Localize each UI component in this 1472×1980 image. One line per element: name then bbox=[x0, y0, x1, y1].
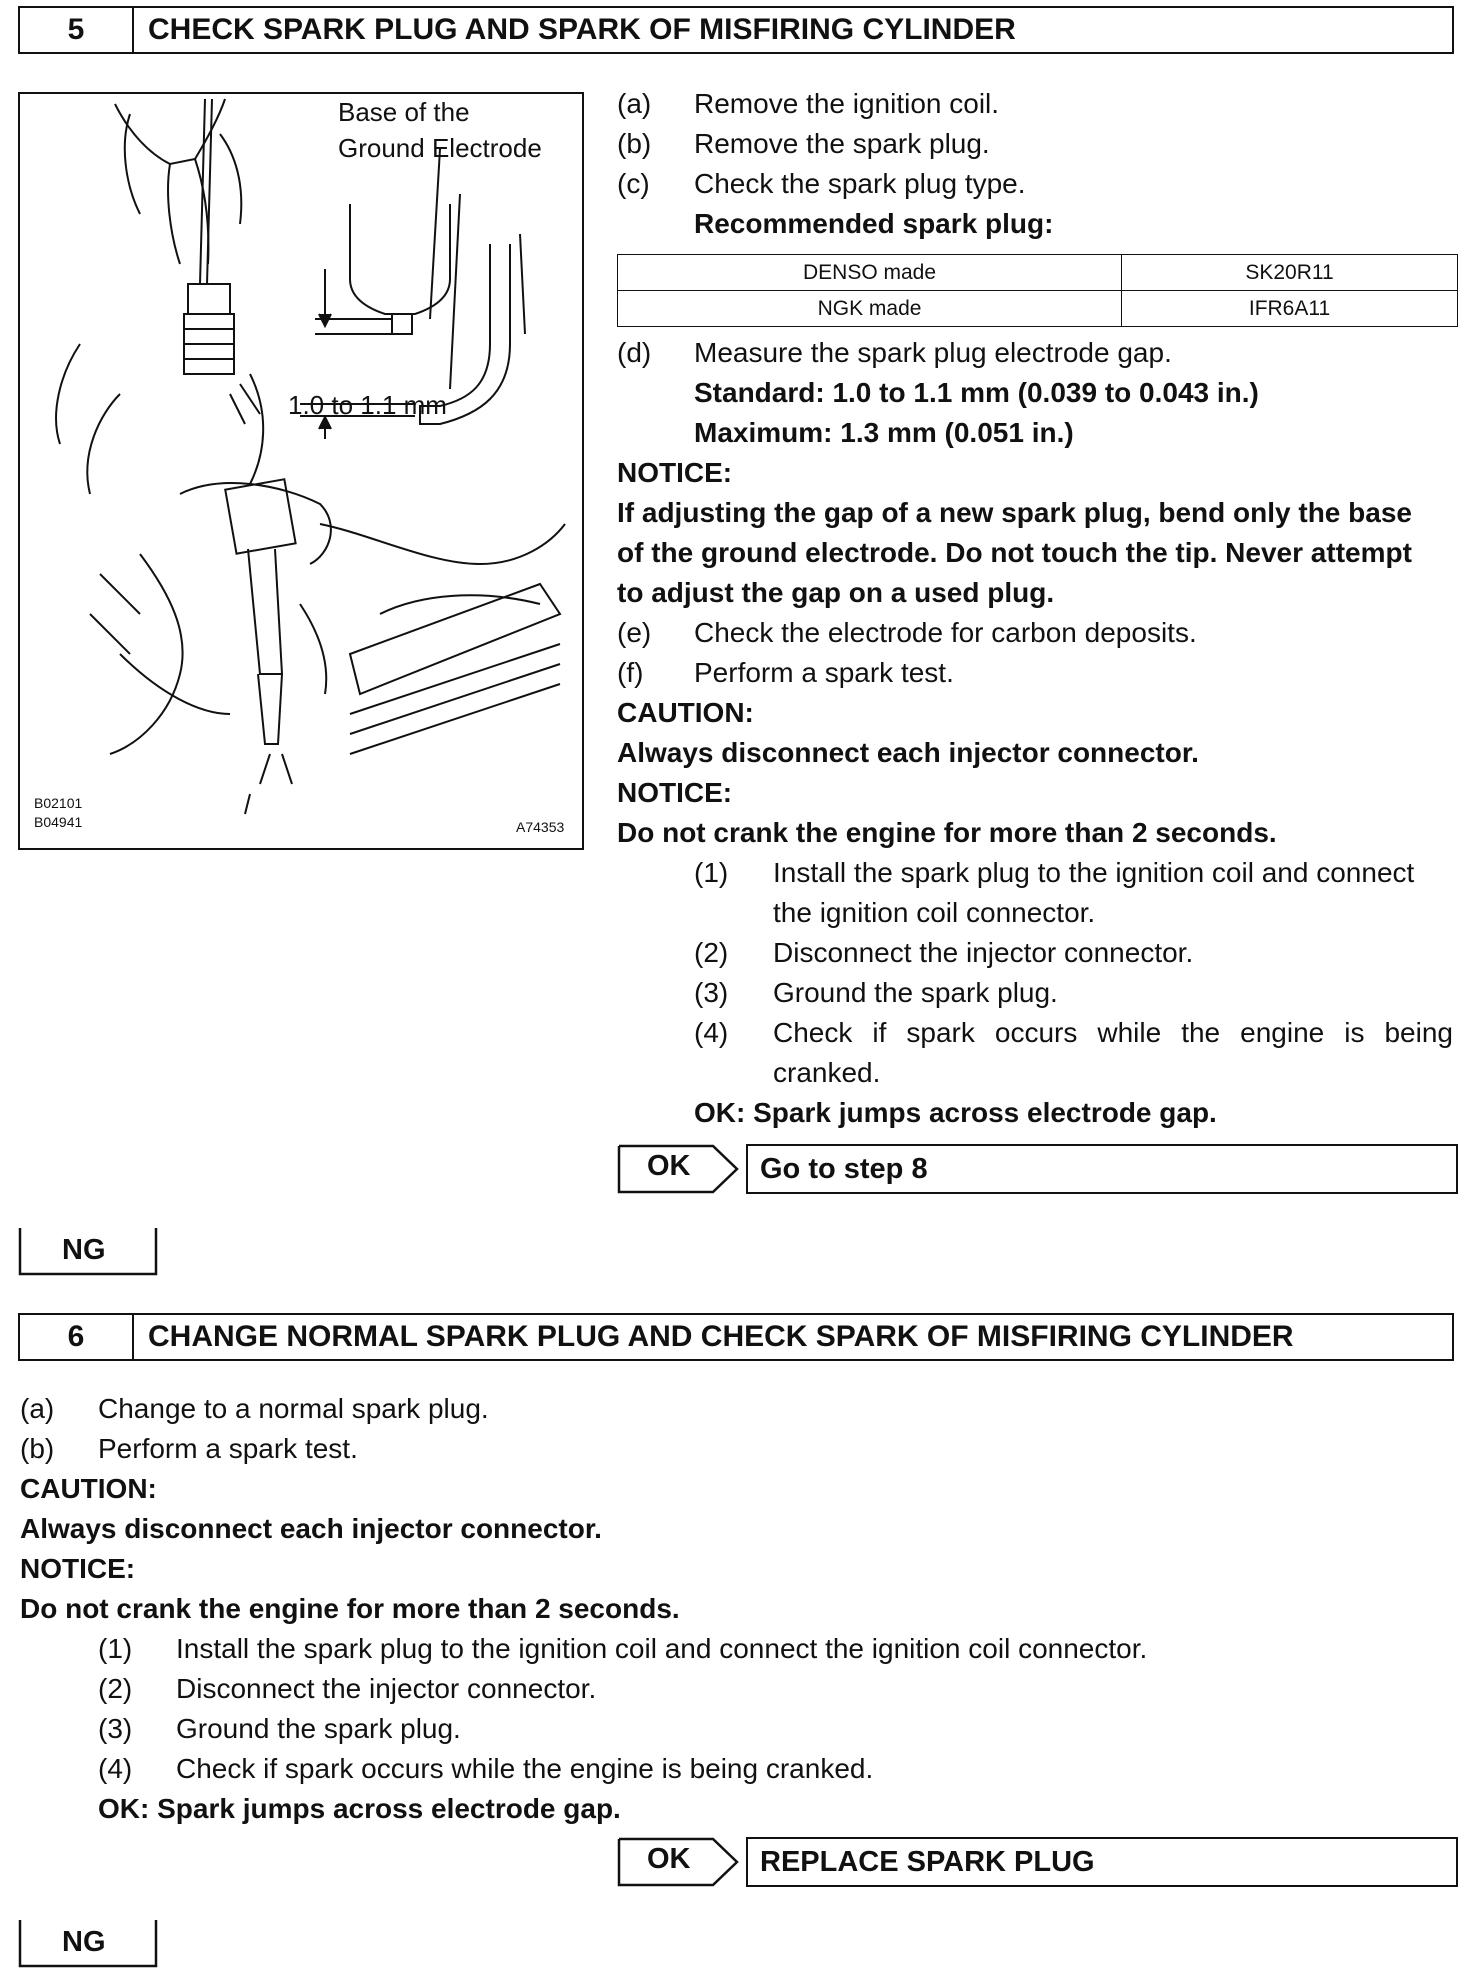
step6-ok-arrow bbox=[617, 1837, 741, 1887]
step5-item-f-text: Perform a spark test. bbox=[694, 657, 954, 688]
step6-caution-label: CAUTION: bbox=[20, 1473, 157, 1504]
spark-plug-table bbox=[617, 254, 1458, 327]
step5-item-b-text: Remove the spark plug. bbox=[694, 128, 990, 159]
notice-line-2: of the ground electrode. Do not touch the tip. Never attempt bbox=[617, 537, 1412, 568]
caution-label: CAUTION: bbox=[617, 697, 754, 728]
step6-title: CHANGE NORMAL SPARK PLUG AND CHECK SPARK OF MISFIRING CYLINDER bbox=[148, 1320, 1294, 1353]
notice-line-1: If adjusting the gap of a new spark plug, bend only the base bbox=[617, 497, 1412, 528]
step6-substep-3-marker: (3) bbox=[98, 1713, 133, 1744]
step6-notice-text: Do not crank the engine for more than 2 seconds. bbox=[20, 1593, 680, 1624]
figure-code-2: B04941 bbox=[34, 814, 83, 830]
step5-item-e-marker: (e) bbox=[617, 617, 652, 648]
step5-ng-tab bbox=[18, 1226, 158, 1276]
step5-item-f-marker: (f) bbox=[617, 657, 644, 688]
step6-substep-2-text: Disconnect the injector connector. bbox=[176, 1673, 597, 1704]
step5-ok-action: Go to step 8 bbox=[746, 1144, 1458, 1194]
figure-label-base-line2: Ground Electrode bbox=[338, 133, 542, 163]
substep-4-line2: cranked. bbox=[773, 1057, 881, 1088]
step6-ok-action: REPLACE SPARK PLUG bbox=[746, 1837, 1458, 1887]
step6-number: 6 bbox=[20, 1315, 134, 1359]
step6-substep-1-marker: (1) bbox=[98, 1633, 133, 1664]
substep-3-text: Ground the spark plug. bbox=[773, 977, 1058, 1008]
spark-plug-illustration bbox=[20, 94, 582, 848]
step5-ok-arrow bbox=[617, 1144, 741, 1194]
spark-plug-figure bbox=[18, 92, 584, 850]
step6-item-a-text: Change to a normal spark plug. bbox=[98, 1393, 489, 1424]
step5-item-c-marker: (c) bbox=[617, 168, 650, 199]
step5-ok-label: OK bbox=[647, 1150, 691, 1182]
step6-substep-4-text: Check if spark occurs while the engine is being cranked. bbox=[176, 1753, 874, 1784]
table-row bbox=[618, 291, 1458, 327]
figure-label-base-line1: Base of the bbox=[338, 97, 470, 127]
figure-codes-left bbox=[34, 794, 82, 832]
step5-item-d-text: Measure the spark plug electrode gap. bbox=[694, 337, 1172, 368]
substep-2-marker: (2) bbox=[694, 937, 729, 968]
table-cell: IFR6A11 bbox=[1122, 291, 1458, 327]
figure-code-1: B02101 bbox=[34, 795, 83, 811]
step6-ok-label: OK bbox=[647, 1843, 691, 1875]
step5-item-a-text: Remove the ignition coil. bbox=[694, 88, 1000, 119]
step6-ng-tab bbox=[18, 1918, 158, 1968]
step6-header bbox=[18, 1313, 1454, 1361]
table-row bbox=[618, 255, 1458, 291]
step5-header bbox=[18, 6, 1454, 54]
step6-ng-label: NG bbox=[62, 1926, 106, 1958]
figure-label-gap: 1.0 to 1.1 mm bbox=[288, 390, 447, 420]
substep-1-line2: the ignition coil connector. bbox=[773, 897, 1096, 928]
step5-title: CHECK SPARK PLUG AND SPARK OF MISFIRING CYLINDER bbox=[148, 13, 1016, 46]
notice-line-3: to adjust the gap on a used plug. bbox=[617, 577, 1055, 608]
notice2-text: Do not crank the engine for more than 2 seconds. bbox=[617, 817, 1277, 848]
step6-item-b-marker: (b) bbox=[20, 1433, 55, 1464]
step5-item-e-text: Check the electrode for carbon deposits. bbox=[694, 617, 1197, 648]
step6-substep-3-text: Ground the spark plug. bbox=[176, 1713, 461, 1744]
figure-code-right: A74353 bbox=[516, 819, 565, 835]
substep-2-text: Disconnect the injector connector. bbox=[773, 937, 1194, 968]
step6-ok-criteria: OK: Spark jumps across electrode gap. bbox=[98, 1793, 621, 1824]
table-cell: SK20R11 bbox=[1122, 255, 1458, 291]
step5-ng-label: NG bbox=[62, 1234, 106, 1266]
step5-item-c-text: Check the spark plug type. bbox=[694, 168, 1026, 199]
caution-text: Always disconnect each injector connector. bbox=[617, 737, 1199, 768]
step6-substep-1-text: Install the spark plug to the ignition coil and connect the ignition coil connector. bbox=[176, 1633, 1148, 1664]
step6-substep-4-marker: (4) bbox=[98, 1753, 133, 1784]
standard-spec: Standard: 1.0 to 1.1 mm (0.039 to 0.043 in.) bbox=[694, 377, 1259, 408]
step5-number: 5 bbox=[20, 8, 134, 52]
figure-label-base bbox=[338, 94, 542, 166]
notice-label: NOTICE: bbox=[617, 457, 733, 488]
table-cell: NGK made bbox=[618, 291, 1122, 327]
maximum-spec: Maximum: 1.3 mm (0.051 in.) bbox=[694, 417, 1074, 448]
step6-substep-2-marker: (2) bbox=[98, 1673, 133, 1704]
step6-notice-label: NOTICE: bbox=[20, 1553, 136, 1584]
step5-item-d-marker: (d) bbox=[617, 337, 652, 368]
table-cell: DENSO made bbox=[618, 255, 1122, 291]
notice2-label: NOTICE: bbox=[617, 777, 733, 808]
step6-item-b-text: Perform a spark test. bbox=[98, 1433, 358, 1464]
substep-1-line1: Install the spark plug to the ignition coil and connect bbox=[773, 857, 1415, 888]
step6-caution-text: Always disconnect each injector connector. bbox=[20, 1513, 602, 1544]
substep-3-marker: (3) bbox=[694, 977, 729, 1008]
recommended-label: Recommended spark plug: bbox=[694, 208, 1054, 239]
substep-1-marker: (1) bbox=[694, 857, 729, 888]
step5-item-b-marker: (b) bbox=[617, 128, 652, 159]
step5-item-a-marker: (a) bbox=[617, 88, 652, 119]
step6-item-a-marker: (a) bbox=[20, 1393, 55, 1424]
substep-4-line1: Check if spark occurs while the engine is being bbox=[773, 1017, 1453, 1048]
step5-ok-criteria: OK: Spark jumps across electrode gap. bbox=[694, 1097, 1217, 1128]
substep-4-marker: (4) bbox=[694, 1017, 729, 1048]
